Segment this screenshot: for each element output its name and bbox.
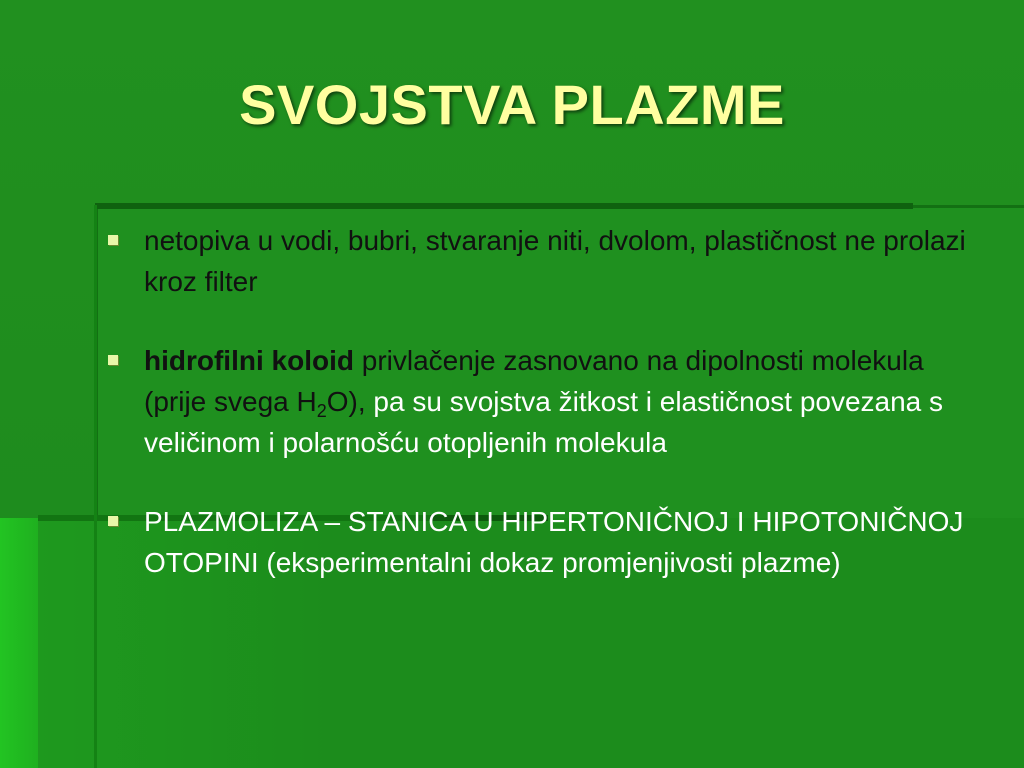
bullet-item: [108, 340, 968, 463]
subscript-number: 2: [316, 401, 327, 421]
bullet-marker-icon: [108, 355, 118, 365]
bullet-marker-icon: [108, 516, 118, 526]
bullet-list: [108, 220, 968, 621]
bullet-text: netopiva u vodi, bubri, stvaranje niti, dvolom, plastičnost ne prolazi kroz filter: [144, 225, 966, 297]
bullet-light-text: pa su svojstva žitkost i elastičnost povezana s veličinom i polarnošću otopljenih molekula: [144, 386, 944, 458]
bullet-dark-text: privlačenje zasnovano na dipolnosti molekula (prije svega H: [144, 345, 924, 417]
slide-title: SVOJSTVA PLAZME: [239, 73, 785, 136]
bullet-item: [108, 501, 968, 583]
bullet-bold-term: hidrofilni koloid: [144, 345, 354, 376]
bullet-text: PLAZMOLIZA – STANICA U HIPERTONIČNOJ I HIPOTONIČNOJ OTOPINI (eksperimentalni dokaz promjenjivosti plazme): [144, 506, 964, 578]
bullet-item: [108, 220, 968, 302]
bullet-dark-text-end: O),: [326, 386, 366, 417]
background-panel-upper-edge: [95, 203, 913, 209]
bullet-marker-icon: [108, 235, 118, 245]
background-divider-line: [94, 205, 97, 768]
background-left-strip: [0, 518, 38, 768]
